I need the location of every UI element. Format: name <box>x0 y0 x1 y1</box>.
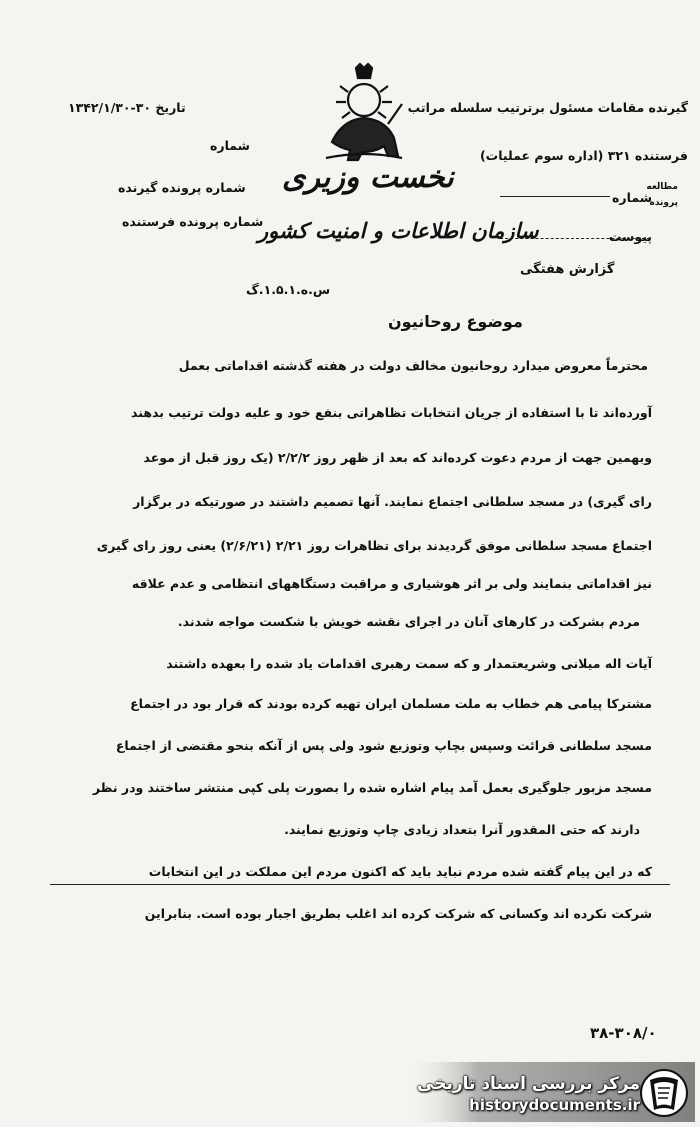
body-line-10: مسجد سلطانی قرائت وسپس بچاپ وتوزیع شود ولی پس از آنکه بنحو مقتضی از اجتماع <box>115 738 652 753</box>
body-underline <box>50 884 670 885</box>
document-code: س.ه.۱.۵.۱.گ <box>246 282 331 297</box>
body-line-14: شرکت نکرده اند وکسانی که شرکت کرده اند اغلب بطریق اجبار بوده است. بنابراین <box>144 906 652 921</box>
body-line-11: مسجد مزبور جلوگیری بعمل آمد پیام اشاره شده را بصورت پلی کپی منتشر ساختند ودر نظر <box>92 780 652 795</box>
number-right-label: شماره <box>210 138 250 153</box>
archive-number: ۳۸-۳۰۸/۰ <box>590 1024 657 1042</box>
body-line-12: دارند که حتی المقدور آنرا بتعداد زیادی چاپ وتوزیع نمایند. <box>284 822 640 837</box>
receiver-file-number: شماره پرونده گیرنده <box>118 180 246 195</box>
ministry-title: نخست وزیری <box>282 160 454 195</box>
number-sub-file: پرونده <box>649 198 678 208</box>
number-label: شماره <box>612 190 652 205</box>
date-line: تاریخ ۳۰-۱۳۴۲/۱/۳۰ <box>68 100 186 115</box>
body-line-8: آیات اله میلانی وشریعتمدار و که سمت رهبری اقدامات یاد شده را بعهده داشتند <box>166 656 652 671</box>
body-line-9: مشترکا پیامی هم خطاب به ملت مسلمان ایران تهیه کرده بودند که قرار بود در اجتماع <box>130 696 652 711</box>
body-line-3: وبهمین جهت از مردم دعوت کرده‌اند که بعد از ظهر روز ۲/۲/۲ (یک روز قبل از موعد <box>143 450 652 465</box>
body-line-5: اجتماع مسجد سلطانی موفق گردیدند برای تظاهرات روز ۲/۲۱ (۲/۶/۲۱) یعنی روز رای گیری <box>96 538 652 553</box>
body-line-4: رای گیری) در مسجد سلطانی اجتماع نمایند. آنها تصمیم داشتند در صورتیکه در برگزار <box>133 494 652 509</box>
site-url[interactable]: historydocuments.ir <box>469 1096 640 1114</box>
sender-line: فرستنده ۳۲۱ (اداره سوم عملیات) <box>479 148 688 163</box>
receiver-line: گیرنده مقامات مسئول برترتیب سلسله مراتب <box>407 100 688 115</box>
history-documents-logo-icon <box>638 1068 690 1118</box>
subject-line: موضوع روحانیون <box>388 312 523 331</box>
body-line-2: آورده‌اند تا با استفاده از جریان انتخابات تظاهراتی بنفع خود و علیه دولت ترتیب بدهند <box>131 405 652 420</box>
body-line-13: که در این پیام گفته شده مردم نباید باید که اکنون مردم این مملکت در این انتخابات <box>148 864 652 879</box>
attachment-label: پیوست <box>608 229 652 244</box>
lion-and-sun-emblem-icon <box>318 62 410 172</box>
organization-title: سازمان اطلاعات و امنیت کشور <box>258 218 539 243</box>
number-sub-study: مطالعه <box>646 182 678 192</box>
body-line-6: نیز اقداماتی بنمایند ولی بر اثر هوشیاری و مراقبت دستگاههای انتظامی و عدم علاقه <box>131 576 652 591</box>
body-line-7: مردم بشرکت در کارهای آنان در اجرای نقشه خویش با شکست مواجه شدند. <box>177 614 640 629</box>
body-line-1: محترماً معروض میدارد روحانیون مخالف دولت در هفته گذشته اقداماتی بعمل <box>178 358 648 373</box>
sender-file-number: شماره پرونده فرستنده <box>122 214 264 229</box>
site-title: مرکز بررسی اسناد تاریخی <box>417 1074 640 1094</box>
report-type: گزارش هفتگی <box>520 262 615 277</box>
number-dotline <box>500 196 610 197</box>
